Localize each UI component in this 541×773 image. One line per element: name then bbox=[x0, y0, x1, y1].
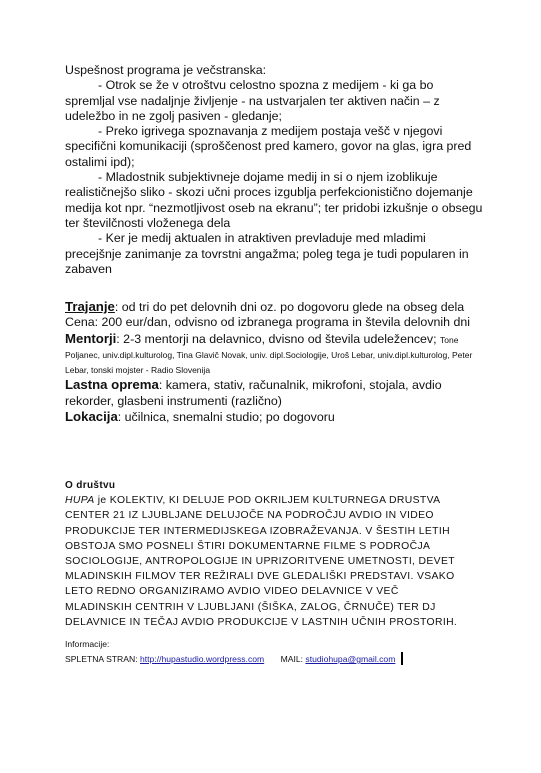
mentors-line bbox=[65, 331, 490, 378]
benefit-item-4: - Ker je medij aktualen in atraktiven prevladuje med mladimi precejšnje zanimanje za tovrstni angažma; poleg tega je tudi popularen in zabaven bbox=[65, 231, 469, 276]
contact-line bbox=[65, 652, 465, 667]
org-name: HUPA bbox=[65, 495, 95, 507]
price-line: Cena: 200 eur/dan, odvisno od izbranega programa in števila delovnih dni bbox=[65, 315, 471, 330]
equipment-text: : kamera, stativ, računalnik, mikrofoni, stojala, avdio rekorder, glasbeni instrumenti (različno) bbox=[65, 378, 442, 408]
benefit-item-3: - Mladostnik subjektivneje dojame medij in si o njem izoblikuje realističnejšo sliko - skozi učni proces izgublja perfekcionistično dojemanje medija kot npr. “nezmotljivost oseb na ekranu”; ter pridobi izkušnje o obsegu ter številčnosti vloženega dela bbox=[65, 170, 483, 230]
about-title: O društvu bbox=[65, 480, 116, 491]
mentors-names: Tone Poljanec, univ.dipl.kulturolog, Tina Glavič Novak, univ. dipl.Sociologije, Uroš Lebar, univ.dipl.kulturolog, Peter Lebar, tonski mojster - Radio Slovenija bbox=[65, 334, 473, 376]
duration-text: : od tri do pet delovnih dni oz. po dogovoru glede na obseg dela bbox=[114, 300, 465, 314]
duration-line bbox=[65, 299, 490, 315]
text-cursor bbox=[401, 652, 403, 665]
email-link[interactable]: studiohupa@gmail.com bbox=[305, 654, 396, 664]
about-section bbox=[65, 478, 465, 630]
equipment-label: Lastna oprema bbox=[65, 377, 159, 393]
contact-info bbox=[65, 637, 465, 667]
benefits-heading: Uspešnost programa je večstranska: bbox=[65, 63, 267, 77]
about-text: je KOLEKTIV, KI DELUJE POD OKRILJEM KULTURNEGA DRUSTVA CENTER 21 IZ LJUBLJANE DELUJOČE NA PODROČJU AVDIO IN VIDEO PRODUKCIJE TER INTERMEDIJSKEGA IZOBRAŽEVANJA. V ŠESTIH LETIH OBSTOJA SMO POSNELI ŠTIRI DOKUMENTARNE FILME S PODROČJA SOCIOLOGIJE, ANTROPOLOGIJE IN UPRIZORITVENE UMETNOSTI, DEVET MLADINSKIH FILMOV TER REŽIRALI DVE GLEDALIŠKI PREDSTAVI. VSAKO LETO REDNO ORGANIZIRAMO AVDIO VIDEO DELAVNICE V VEČ MLADINSKIH CENTRIH V LJUBLJANI (ŠIŠKA, ZALOG, ČRNUČE) TER DJ DELAVNICE IN TEČAJ AVDIO PRODUKCIJE V LASTNIH UČNIH PROSTORIH. bbox=[65, 495, 458, 628]
location-text: : učilnica, snemalni studio; po dogovoru bbox=[117, 410, 335, 425]
website-link[interactable]: http://hupastudio.wordpress.com bbox=[139, 654, 265, 664]
benefit-item-1: - Otrok se že v otroštvu celostno spozna z medijem - ki ga bo spremljal vse nadaljnje življenje - na ustvarjalen ter aktiven način – z udeležbo in ne zgolj pasiven - gledanje; bbox=[65, 78, 440, 123]
mentors-label: Mentorji bbox=[65, 330, 117, 346]
mentors-text: : 2-3 mentorji na delavnico, dvisno od števila udeležencev; bbox=[116, 331, 437, 346]
workshop-details bbox=[65, 299, 490, 425]
program-benefits bbox=[65, 63, 485, 277]
info-label: Informacije: bbox=[65, 639, 110, 649]
equipment-line bbox=[65, 377, 490, 409]
duration-label: Trajanje bbox=[65, 299, 115, 314]
location-line bbox=[65, 409, 490, 425]
web-label: SPLETNA STRAN: bbox=[65, 654, 138, 664]
benefit-item-2: - Preko igrivega spoznavanja z medijem postaja vešč v njegovi specifični komunikaciji (sproščenost pred kamero, govor na glas, igra pred ostalimi ipd); bbox=[65, 124, 472, 169]
mail-label: MAIL: bbox=[280, 654, 304, 664]
location-label: Lokacija bbox=[65, 409, 118, 425]
about-body bbox=[65, 493, 465, 630]
